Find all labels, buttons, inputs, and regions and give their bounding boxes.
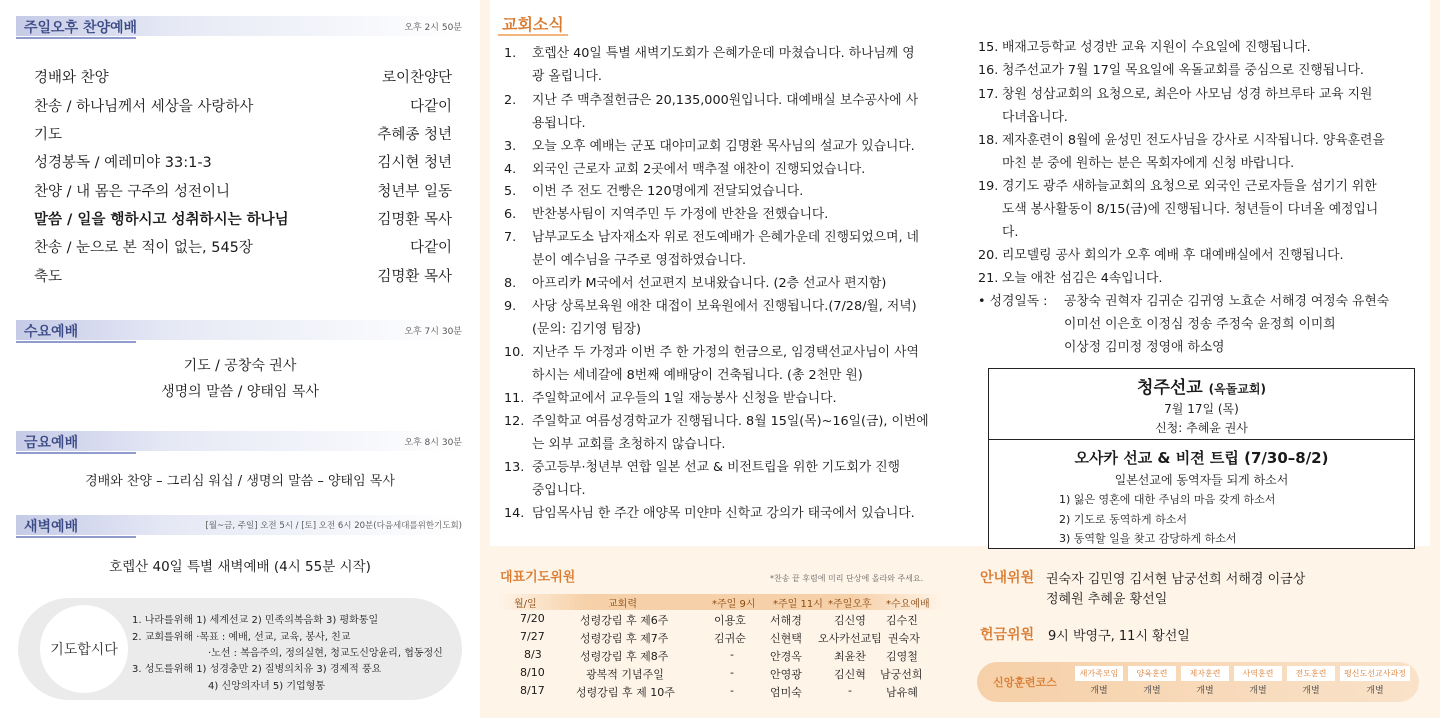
course-name: 사역훈련 <box>1234 666 1282 681</box>
course-item <box>1128 666 1176 698</box>
news-text: 사당 상록보육원 애찬 대접이 보육원에서 진행됩니다.(7/28/월, 저녁) <box>532 299 917 314</box>
sunday-time: 오후 2시 50분 <box>404 23 462 33</box>
dawn-section-header <box>16 515 464 535</box>
order-item-person: 청년부 일동 <box>377 184 452 200</box>
cell: 김신영 <box>834 614 866 627</box>
cell: 김귀순 <box>714 632 746 645</box>
news-text: 이번 주 전도 건빵은 120명에게 전달되었습니다. <box>532 184 804 199</box>
news-text: 주일학교 여름성경학교가 진행됩니다. 8월 15일(목)~16일(금), 이번에 <box>532 414 929 429</box>
cell: - <box>848 684 852 697</box>
osaka-prayer-1: 1) 잃은 영혼에 대한 주님의 마음 갖게 하소서 <box>1059 493 1276 506</box>
guide-label: 안내위원 <box>980 570 1035 586</box>
news-text: 제자훈련이 8월에 윤성민 전도사님을 강사로 시작됩니다. 양육훈련을 <box>1002 133 1385 148</box>
fri-time: 오후 8시 30분 <box>404 438 462 448</box>
order-item-person: 김시현 청년 <box>377 155 452 171</box>
cell: 최윤찬 <box>834 650 866 663</box>
cell: 김수진 <box>886 614 918 627</box>
header-underline <box>16 452 136 454</box>
wed-section-header <box>16 320 464 340</box>
news-text: 중고등부·청년부 연합 일본 선교 & 비전트립을 위한 기도회가 진행 <box>532 460 900 475</box>
cell: 권숙자 <box>888 632 920 645</box>
news-num: 10. <box>504 345 525 360</box>
news-num: 15. <box>978 40 999 55</box>
course-name: 양육훈련 <box>1128 666 1176 681</box>
cell: - <box>730 684 734 697</box>
course-value: 개별 <box>1302 686 1320 696</box>
course-name: 제자훈련 <box>1181 666 1229 681</box>
offering-names: 9시 박영구, 11시 황선일 <box>1048 629 1190 644</box>
order-item <box>34 66 452 90</box>
mission-boxes <box>988 368 1415 549</box>
cell: 안경옥 <box>770 650 802 663</box>
box1-apply: 신청: 추혜윤 권사 <box>1155 421 1248 435</box>
course-value: 개별 <box>1366 686 1384 696</box>
news-text: 용됩니다. <box>532 116 586 131</box>
news-text: 중입니다. <box>532 483 586 498</box>
order-item-person: 추혜종 청년 <box>377 127 452 143</box>
prayer-line: 3. 성도를위해 1) 성경충만 2) 질병의치유 3) 경제적 풍요 <box>132 664 382 675</box>
cell: 성령강림 후 제6주 <box>580 614 669 627</box>
news-text: 광 올립니다. <box>532 69 602 84</box>
bible-reading-label: • 성경일독 : <box>978 294 1048 309</box>
news-num: 2. <box>504 93 517 108</box>
news-title-underline <box>498 34 568 36</box>
order-item-label: 축도 <box>34 269 63 285</box>
rep-table-header <box>498 594 942 610</box>
news-text: 다녀옵니다. <box>1002 110 1068 125</box>
news-num: 19. <box>978 179 999 194</box>
news-num: 18. <box>978 133 999 148</box>
news-num: 12. <box>504 414 525 429</box>
news-text: 지난주 두 가정과 이번 주 한 가정의 헌금으로, 임경택선교사님이 사역 <box>532 345 919 360</box>
header-underline <box>16 37 136 39</box>
course-item <box>1075 666 1123 698</box>
course-item <box>1287 666 1335 698</box>
osaka-trip-title: 오사카 선교 & 비젼 트립 (7/30–8/2) <box>1074 449 1329 467</box>
box1-title: 청주선교 <box>1137 378 1203 398</box>
header-underline <box>16 341 136 343</box>
news-text: 아프리카 M국에서 선교편지 보내왔습니다. (2층 선교사 편지함) <box>532 276 887 291</box>
osaka-line: 일본선교에 동역자들 되게 하소서 <box>1114 473 1289 487</box>
order-item <box>34 151 452 175</box>
order-item <box>34 180 452 204</box>
order-item-person: 김명환 목사 <box>377 269 452 285</box>
wed-line: 기도 / 공창숙 권사 <box>183 358 297 374</box>
cell: 8/10 <box>520 666 545 679</box>
rep-prayer-title: 대표기도위원 <box>500 570 576 585</box>
fri-title: 금요예배 <box>24 435 79 451</box>
cell: 엄미숙 <box>770 686 802 699</box>
news-text: 는 외부 교회를 초청하지 않습니다. <box>532 437 726 452</box>
news-text: 경기도 광주 새하늘교회의 요청으로 외국인 근로자들을 섬기기 위한 <box>1002 179 1377 194</box>
prayer-line: 2. 교회를위해 ·목표 : 예배, 선교, 교육, 봉사, 친교 <box>132 632 351 643</box>
wed-time: 오후 7시 30분 <box>404 327 462 337</box>
faith-training-course <box>977 662 1419 702</box>
order-item-label: 기도 <box>34 127 63 143</box>
left-panel <box>0 0 480 718</box>
news-num: 14. <box>504 506 525 521</box>
cell: 8/17 <box>520 684 545 697</box>
news-text: 주일학교에서 교우들의 1일 재능봉사 신청을 받습니다. <box>532 391 837 406</box>
cell: 7/27 <box>520 630 545 643</box>
order-item-label: 찬양 / 내 몸은 구주의 성전이니 <box>34 184 231 200</box>
col-wednesday: *수요예배 <box>886 599 930 610</box>
news-num: 13. <box>504 460 525 475</box>
news-num: 3. <box>504 139 517 154</box>
sunday-title: 주일오후 찬양예배 <box>24 20 138 36</box>
order-item-label: 경배와 찬양 <box>34 70 109 86</box>
dawn-time: [월~금, 주일] 오전 5시 / [토] 오전 6시 20분(다음세대를위한기도회) <box>205 521 462 531</box>
guide-names: 정혜원 추혜윤 황선일 <box>1046 592 1168 607</box>
news-text: 분이 예수님을 구주로 영접하였습니다. <box>532 253 747 268</box>
news-num: 9. <box>504 299 517 314</box>
news-text: 마친 분 중에 원하는 분은 목회자에게 신청 바랍니다. <box>1002 156 1295 171</box>
course-item <box>1340 666 1410 698</box>
course-name: 새가족모임 <box>1075 666 1123 681</box>
order-item <box>34 236 452 260</box>
col-calendar: 교회력 <box>608 599 637 610</box>
news-text: 오늘 애찬 섬김은 4속입니다. <box>1002 271 1163 286</box>
news-num: 17. <box>978 87 999 102</box>
fri-line: 경배와 찬양 – 그리심 워십 / 생명의 말씀 – 양태임 목사 <box>85 474 395 489</box>
cell: 성령강림 후 제7주 <box>580 632 669 645</box>
news-text: 담임목사님 한 주간 애양목 미얀마 신학교 강의가 태국에서 있습니다. <box>532 506 915 521</box>
order-item-label: 찬송 / 하나님께서 세상을 사랑하사 <box>34 99 254 115</box>
news-title: 교회소식 <box>502 15 564 34</box>
order-item-label: 찬송 / 눈으로 본 적이 없는, 545장 <box>34 240 253 256</box>
cell: 김영철 <box>886 650 918 663</box>
course-value: 개별 <box>1249 686 1267 696</box>
fri-section-header <box>16 431 464 451</box>
course-name: 평신도선교사과정 <box>1340 666 1410 681</box>
col-afternoon: *주일오후 <box>828 599 872 610</box>
order-item-label: 성경봉독 / 예레미야 33:1-3 <box>34 155 212 171</box>
news-section <box>490 0 1430 546</box>
news-num: 7. <box>504 230 517 245</box>
wed-line: 생명의 말씀 / 양태임 목사 <box>161 384 319 400</box>
cell: 김신혁 <box>834 668 866 681</box>
news-text: 다. <box>1002 225 1019 240</box>
cell: - <box>730 666 734 679</box>
osaka-prayer-3: 3) 동역할 일을 찾고 감당하게 하소서 <box>1059 532 1237 545</box>
offering-label: 헌금위원 <box>980 627 1035 643</box>
right-panel <box>480 0 1440 718</box>
cell: 남유혜 <box>886 686 918 699</box>
course-value: 개별 <box>1090 686 1108 696</box>
course-item <box>1234 666 1282 698</box>
cell: 8/3 <box>524 648 542 661</box>
cell: 남궁선희 <box>880 668 923 681</box>
guide-names: 권숙자 김민영 김서현 남궁선희 서해경 이금상 <box>1046 572 1306 587</box>
course-value: 개별 <box>1143 686 1161 696</box>
col-9am: *주일 9시 <box>712 599 756 610</box>
news-text: 배재고등학교 성경반 교육 지원이 수요일에 진행됩니다. <box>1002 40 1311 55</box>
cell: 안영광 <box>770 668 802 681</box>
prayer-box <box>18 598 462 700</box>
course-name: 전도훈련 <box>1287 666 1335 681</box>
news-num: 21. <box>978 271 999 286</box>
dawn-line: 호렙산 40일 특별 새벽예배 (4시 55분 시작) <box>109 559 371 575</box>
sunday-section-header <box>16 16 464 36</box>
prayer-line: ·노선 : 복음주의, 정의실현, 청교도신앙윤리, 협동정신 <box>208 648 443 659</box>
cell: 광복적 기념주일 <box>586 668 664 681</box>
prayer-circle: 기도합시다 <box>40 605 128 693</box>
cell: 오사카선교팀 <box>818 632 882 645</box>
news-text: 남부교도소 남자재소자 위로 전도예배가 은혜가운데 진행되었으며, 네 <box>532 230 919 245</box>
course-value: 개별 <box>1196 686 1214 696</box>
bible-reading-names: 공창숙 권혁자 김귀순 김귀영 노효순 서해경 여정숙 유현숙 <box>1064 294 1390 309</box>
news-text: 오늘 오후 예배는 군포 대야미교회 김명환 목사님의 설교가 있습니다. <box>532 139 915 154</box>
order-item-person: 다같이 <box>409 240 452 256</box>
bible-reading-names: 이상정 김미정 정영애 하소영 <box>1064 340 1225 355</box>
order-item-person: 김명환 목사 <box>377 212 452 228</box>
cell: 서해경 <box>770 614 802 627</box>
col-11am: *주일 11시 <box>773 599 823 610</box>
order-item <box>34 123 452 147</box>
order-item-label: 말씀 / 일을 행하시고 성취하시는 하나님 <box>34 212 289 228</box>
osaka-prayer-2: 2) 기도로 동역하게 하소서 <box>1059 513 1188 526</box>
news-text: 반찬봉사팀이 지역주민 두 가정에 반찬을 전했습니다. <box>532 207 829 222</box>
news-text: 하시는 세네갈에 8번째 예배당이 건축됩니다. (총 2천만 원) <box>532 368 863 383</box>
cell: 신현택 <box>770 632 802 645</box>
news-num: 6. <box>504 207 517 222</box>
cell: 성령강림 후 제 10주 <box>576 686 675 699</box>
header-underline <box>16 536 136 538</box>
order-item-sermon <box>34 208 452 232</box>
box-divider <box>989 439 1414 440</box>
news-text: 청주선교가 7월 17일 목요일에 옥돌교회를 중심으로 진행됩니다. <box>1002 63 1364 78</box>
box1-date: 7월 17일 (목) <box>1164 402 1239 416</box>
news-text: 창원 성삼교회의 요청으로, 최은아 사모님 성경 하브루타 교육 지원 <box>1002 87 1373 102</box>
prayer-line: 1. 나라를위해 1) 세계선교 2) 민족의복음화 3) 평화통일 <box>132 615 379 626</box>
news-num: 4. <box>504 162 517 177</box>
col-date: 월/일 <box>514 599 537 610</box>
wed-title: 수요예배 <box>24 324 79 340</box>
news-text: 리모델링 공사 회의가 오후 예배 후 대예배실에서 진행됩니다. <box>1002 248 1344 263</box>
cell: - <box>730 648 734 661</box>
cell: 성령강림 후 제8주 <box>580 650 669 663</box>
course-label: 신앙훈련코스 <box>993 676 1057 689</box>
news-text: 지난 주 맥추절헌금은 20,135,000원입니다. 대예배실 보수공사에 사 <box>532 93 919 108</box>
dawn-title: 새벽예배 <box>24 519 79 535</box>
order-item <box>34 95 452 119</box>
rep-prayer-note: *찬송 끝 후렴에 미리 단상에 올라와 주세요. <box>770 574 924 583</box>
news-num: 20. <box>978 248 999 263</box>
news-num: 8. <box>504 276 517 291</box>
news-num: 11. <box>504 391 525 406</box>
news-text: 외국인 근로자 교회 2곳에서 맥추절 애찬이 진행되었습니다. <box>532 162 866 177</box>
course-item <box>1181 666 1229 698</box>
bible-reading-names: 이미선 이은호 이정심 정송 주정숙 윤정희 이미희 <box>1064 317 1336 332</box>
prayer-line: 4) 신앙의자녀 5) 기업형통 <box>208 681 326 692</box>
order-item-person: 다같이 <box>409 99 452 115</box>
news-text: (문의: 김기영 팀장) <box>532 322 641 337</box>
news-num: 16. <box>978 63 999 78</box>
news-num: 1. <box>504 46 517 61</box>
cell: 7/20 <box>520 612 545 625</box>
news-text: 호렙산 40일 특별 새벽기도회가 은혜가운데 마쳤습니다. 하나님께 영 <box>532 46 915 61</box>
news-text: 도색 봉사활동이 8/15(금)에 진행됩니다. 청년들이 다녀올 예정입니 <box>1002 202 1379 217</box>
order-item <box>34 265 452 289</box>
cell: 이용호 <box>714 614 746 627</box>
news-num: 5. <box>504 184 517 199</box>
cheongju-mission-title <box>989 373 1414 398</box>
order-item-person: 로이찬양단 <box>381 70 452 86</box>
box1-sub: (옥돌교회) <box>1208 382 1266 396</box>
